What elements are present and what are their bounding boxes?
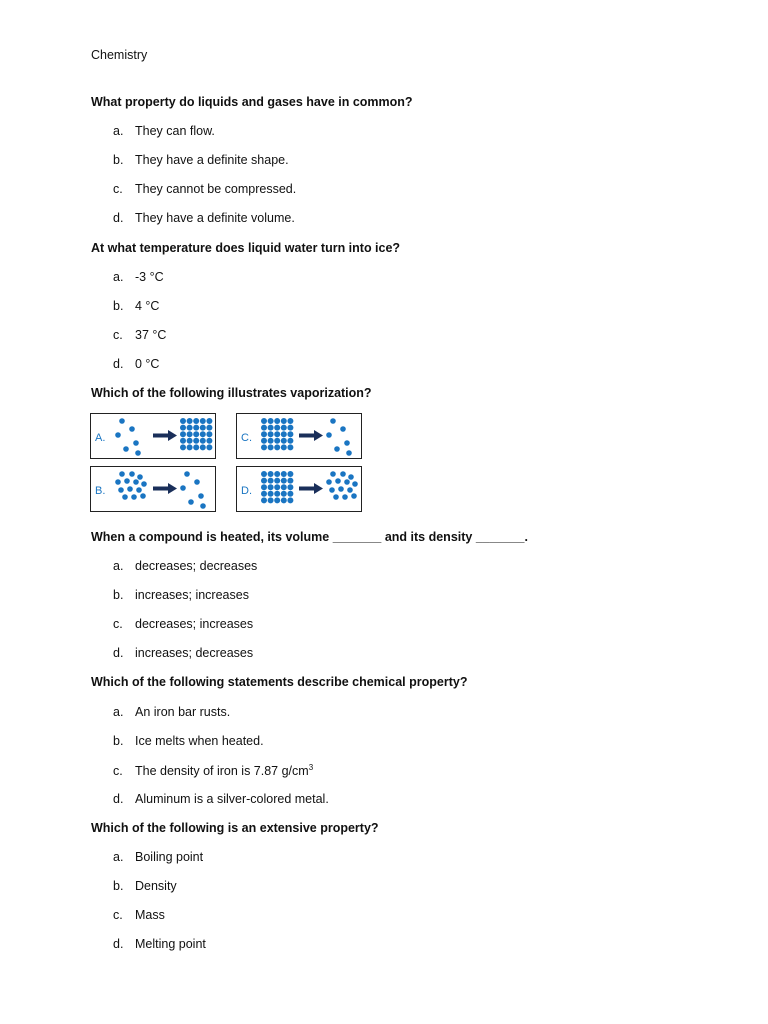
particle	[261, 438, 267, 444]
particle	[342, 494, 348, 500]
particle	[141, 481, 147, 487]
particle	[184, 471, 190, 477]
arrow-head	[168, 483, 177, 494]
question-2-option-d	[113, 357, 159, 371]
particle	[261, 484, 267, 490]
particle	[194, 479, 200, 485]
question-4: When a compound is heated, its volume _______ and its density _______.	[91, 530, 528, 544]
particle	[352, 481, 358, 487]
particle	[274, 478, 280, 484]
particle	[180, 438, 186, 444]
question-5-option-a	[113, 705, 230, 719]
particle	[281, 478, 287, 484]
question-3: Which of the following illustrates vaporization?	[91, 386, 372, 400]
option-text: Aluminum is a silver-colored metal.	[135, 792, 329, 806]
scattered-particles	[326, 418, 352, 456]
question-5-option-b	[113, 734, 264, 748]
particle	[180, 444, 186, 450]
particle	[193, 431, 199, 437]
option-letter: d.	[113, 646, 124, 660]
superscript: 3	[308, 763, 314, 772]
particle	[344, 440, 350, 446]
particle	[180, 425, 186, 431]
arrow-head	[168, 430, 177, 441]
particle	[261, 471, 267, 477]
panel-label: B.	[95, 485, 106, 497]
particle	[338, 486, 344, 492]
particle	[124, 478, 130, 484]
option-text: 4 °C	[135, 299, 160, 313]
particle	[281, 491, 287, 497]
particle	[261, 491, 267, 497]
option-text: Boiling point	[135, 850, 204, 864]
option-text: Melting point	[135, 937, 206, 951]
particle	[281, 497, 287, 503]
particle	[268, 478, 274, 484]
particle	[340, 426, 346, 432]
cluster-particles	[326, 471, 358, 500]
particle	[281, 431, 287, 437]
particle	[287, 425, 293, 431]
cluster-particles	[115, 471, 147, 500]
particle	[119, 471, 125, 477]
arrow-shaft	[153, 487, 169, 491]
particle	[281, 484, 287, 490]
particle	[326, 479, 332, 485]
particle	[274, 438, 280, 444]
particle	[193, 438, 199, 444]
panel-label: C.	[241, 432, 252, 444]
particle	[274, 418, 280, 424]
arrow-head	[314, 483, 323, 494]
option-letter: b.	[113, 299, 124, 313]
particle	[287, 438, 293, 444]
option-text: They can flow.	[135, 124, 215, 138]
question-6: Which of the following is an extensive property?	[91, 821, 379, 835]
vaporization-panel-d	[236, 466, 362, 512]
option-letter: b.	[113, 879, 124, 893]
option-text: They have a definite shape.	[135, 153, 289, 167]
question-2: At what temperature does liquid water turn into ice?	[91, 241, 401, 255]
particle	[180, 418, 186, 424]
particle	[268, 418, 274, 424]
option-text: decreases; increases	[135, 617, 254, 631]
option-text: 37 °C	[135, 328, 167, 342]
question-5-option-c	[113, 763, 313, 778]
question-6-option-d	[113, 937, 206, 951]
particle	[287, 484, 293, 490]
option-letter: c.	[113, 617, 123, 631]
option-text: increases; decreases	[135, 646, 254, 660]
option-letter: c.	[113, 908, 123, 922]
option-letter: b.	[113, 588, 124, 602]
option-text: decreases; decreases	[135, 559, 258, 573]
particle	[131, 494, 137, 500]
particle	[274, 497, 280, 503]
panel-label: D.	[241, 485, 252, 497]
particle-diagram	[237, 467, 360, 510]
particle	[268, 471, 274, 477]
particle	[281, 438, 287, 444]
option-letter: b.	[113, 153, 124, 167]
particle	[198, 493, 204, 499]
option-letter: b.	[113, 734, 124, 748]
particle	[261, 431, 267, 437]
particle	[268, 491, 274, 497]
particle	[274, 471, 280, 477]
particle	[119, 418, 125, 424]
question-6-option-c	[113, 908, 165, 922]
particle	[333, 494, 339, 500]
particle	[344, 479, 350, 485]
particle	[261, 478, 267, 484]
particle	[188, 499, 194, 505]
particle	[129, 426, 135, 432]
particle	[122, 494, 128, 500]
question-2-option-b	[113, 299, 159, 313]
particle	[187, 444, 193, 450]
particle	[261, 425, 267, 431]
particle	[329, 487, 335, 493]
particle	[348, 474, 354, 480]
particle	[206, 438, 212, 444]
particle	[133, 440, 139, 446]
particle	[200, 418, 206, 424]
particle	[133, 479, 139, 485]
option-letter: d.	[113, 211, 124, 225]
particle	[200, 503, 206, 509]
particle	[274, 491, 280, 497]
question-2-option-a	[113, 270, 164, 284]
option-letter: d.	[113, 937, 124, 951]
particle	[200, 425, 206, 431]
option-letter: c.	[113, 182, 123, 196]
option-letter: a.	[113, 270, 124, 284]
particle	[137, 474, 143, 480]
particle-diagram	[91, 414, 214, 457]
vaporization-panel-b	[90, 466, 216, 512]
option-letter: a.	[113, 124, 124, 138]
arrow-head	[314, 430, 323, 441]
particle	[274, 444, 280, 450]
particle	[281, 425, 287, 431]
particle	[261, 497, 267, 503]
particle	[281, 418, 287, 424]
option-letter: d.	[113, 792, 124, 806]
particle	[268, 497, 274, 503]
question-5-option-d	[113, 792, 329, 806]
particle	[187, 418, 193, 424]
particle	[274, 425, 280, 431]
question-4-option-c	[113, 617, 253, 631]
particle	[193, 425, 199, 431]
question-4-option-b	[113, 588, 249, 602]
option-text: An iron bar rusts.	[135, 705, 231, 719]
particle	[127, 486, 133, 492]
question-1: What property do liquids and gases have in common?	[91, 95, 413, 109]
particle	[281, 471, 287, 477]
grid-particles	[180, 418, 212, 450]
particle	[193, 444, 199, 450]
particle	[206, 431, 212, 437]
particle	[268, 431, 274, 437]
option-text: 0 °C	[135, 357, 160, 371]
particle	[261, 444, 267, 450]
particle	[123, 446, 129, 452]
option-letter: a.	[113, 850, 124, 864]
option-text: increases; increases	[135, 588, 249, 602]
particle	[268, 444, 274, 450]
question-4-option-d	[113, 646, 253, 660]
particle	[287, 431, 293, 437]
option-letter: d.	[113, 357, 124, 371]
particle	[136, 487, 142, 493]
question-1-option-a	[113, 124, 215, 138]
question-6-option-b	[113, 879, 177, 893]
particle	[287, 471, 293, 477]
particle	[206, 444, 212, 450]
question-5: Which of the following statements describe chemical property?	[91, 675, 468, 689]
particle	[135, 450, 141, 456]
scattered-particles	[180, 471, 206, 509]
vaporization-panel-c	[236, 413, 362, 459]
option-text: -3 °C	[135, 270, 164, 284]
question-2-option-c	[113, 328, 166, 342]
scattered-particles	[115, 418, 141, 456]
particle	[129, 471, 135, 477]
option-text: The density of iron is 7.87 g/cm	[135, 764, 309, 779]
particle	[281, 444, 287, 450]
particle	[334, 446, 340, 452]
panel-label: A.	[95, 432, 106, 444]
particle	[287, 418, 293, 424]
option-text: They cannot be compressed.	[135, 182, 297, 196]
option-letter: a.	[113, 705, 124, 719]
option-text: They have a definite volume.	[135, 211, 295, 225]
particle	[346, 450, 352, 456]
particle	[180, 431, 186, 437]
arrow-shaft	[153, 434, 169, 438]
particle	[140, 493, 146, 499]
particle	[326, 432, 332, 438]
question-4-option-a	[113, 559, 257, 573]
particle	[200, 438, 206, 444]
particle	[115, 432, 121, 438]
particle	[193, 418, 199, 424]
particle	[287, 478, 293, 484]
particle	[287, 444, 293, 450]
arrow-shaft	[299, 487, 315, 491]
particle-diagram	[237, 414, 360, 457]
particle	[351, 493, 357, 499]
option-letter: c.	[113, 328, 123, 342]
particle	[200, 444, 206, 450]
particle	[206, 418, 212, 424]
question-1-option-d	[113, 211, 295, 225]
particle	[268, 438, 274, 444]
option-letter: c.	[113, 764, 123, 779]
particle	[287, 497, 293, 503]
particle-diagram	[91, 467, 214, 510]
particle	[268, 425, 274, 431]
particle	[206, 425, 212, 431]
particle	[274, 431, 280, 437]
particle	[118, 487, 124, 493]
particle	[330, 418, 336, 424]
question-6-option-a	[113, 850, 203, 864]
particle	[115, 479, 121, 485]
particle	[187, 438, 193, 444]
particle	[187, 431, 193, 437]
option-text: Mass	[135, 908, 165, 922]
particle	[187, 425, 193, 431]
particle	[180, 485, 186, 491]
question-1-option-c	[113, 182, 296, 196]
particle	[347, 487, 353, 493]
option-text: Density	[135, 879, 177, 893]
document-title: Chemistry	[91, 48, 148, 62]
vaporization-panel-a	[90, 413, 216, 459]
particle	[274, 484, 280, 490]
particle	[268, 484, 274, 490]
question-1-option-b	[113, 153, 289, 167]
grid-particles	[261, 471, 293, 503]
option-letter: a.	[113, 559, 124, 573]
option-text: Ice melts when heated.	[135, 734, 264, 748]
particle	[261, 418, 267, 424]
particle	[287, 491, 293, 497]
particle	[340, 471, 346, 477]
particle	[200, 431, 206, 437]
arrow-shaft	[299, 434, 315, 438]
particle	[335, 478, 341, 484]
grid-particles	[261, 418, 293, 450]
particle	[330, 471, 336, 477]
